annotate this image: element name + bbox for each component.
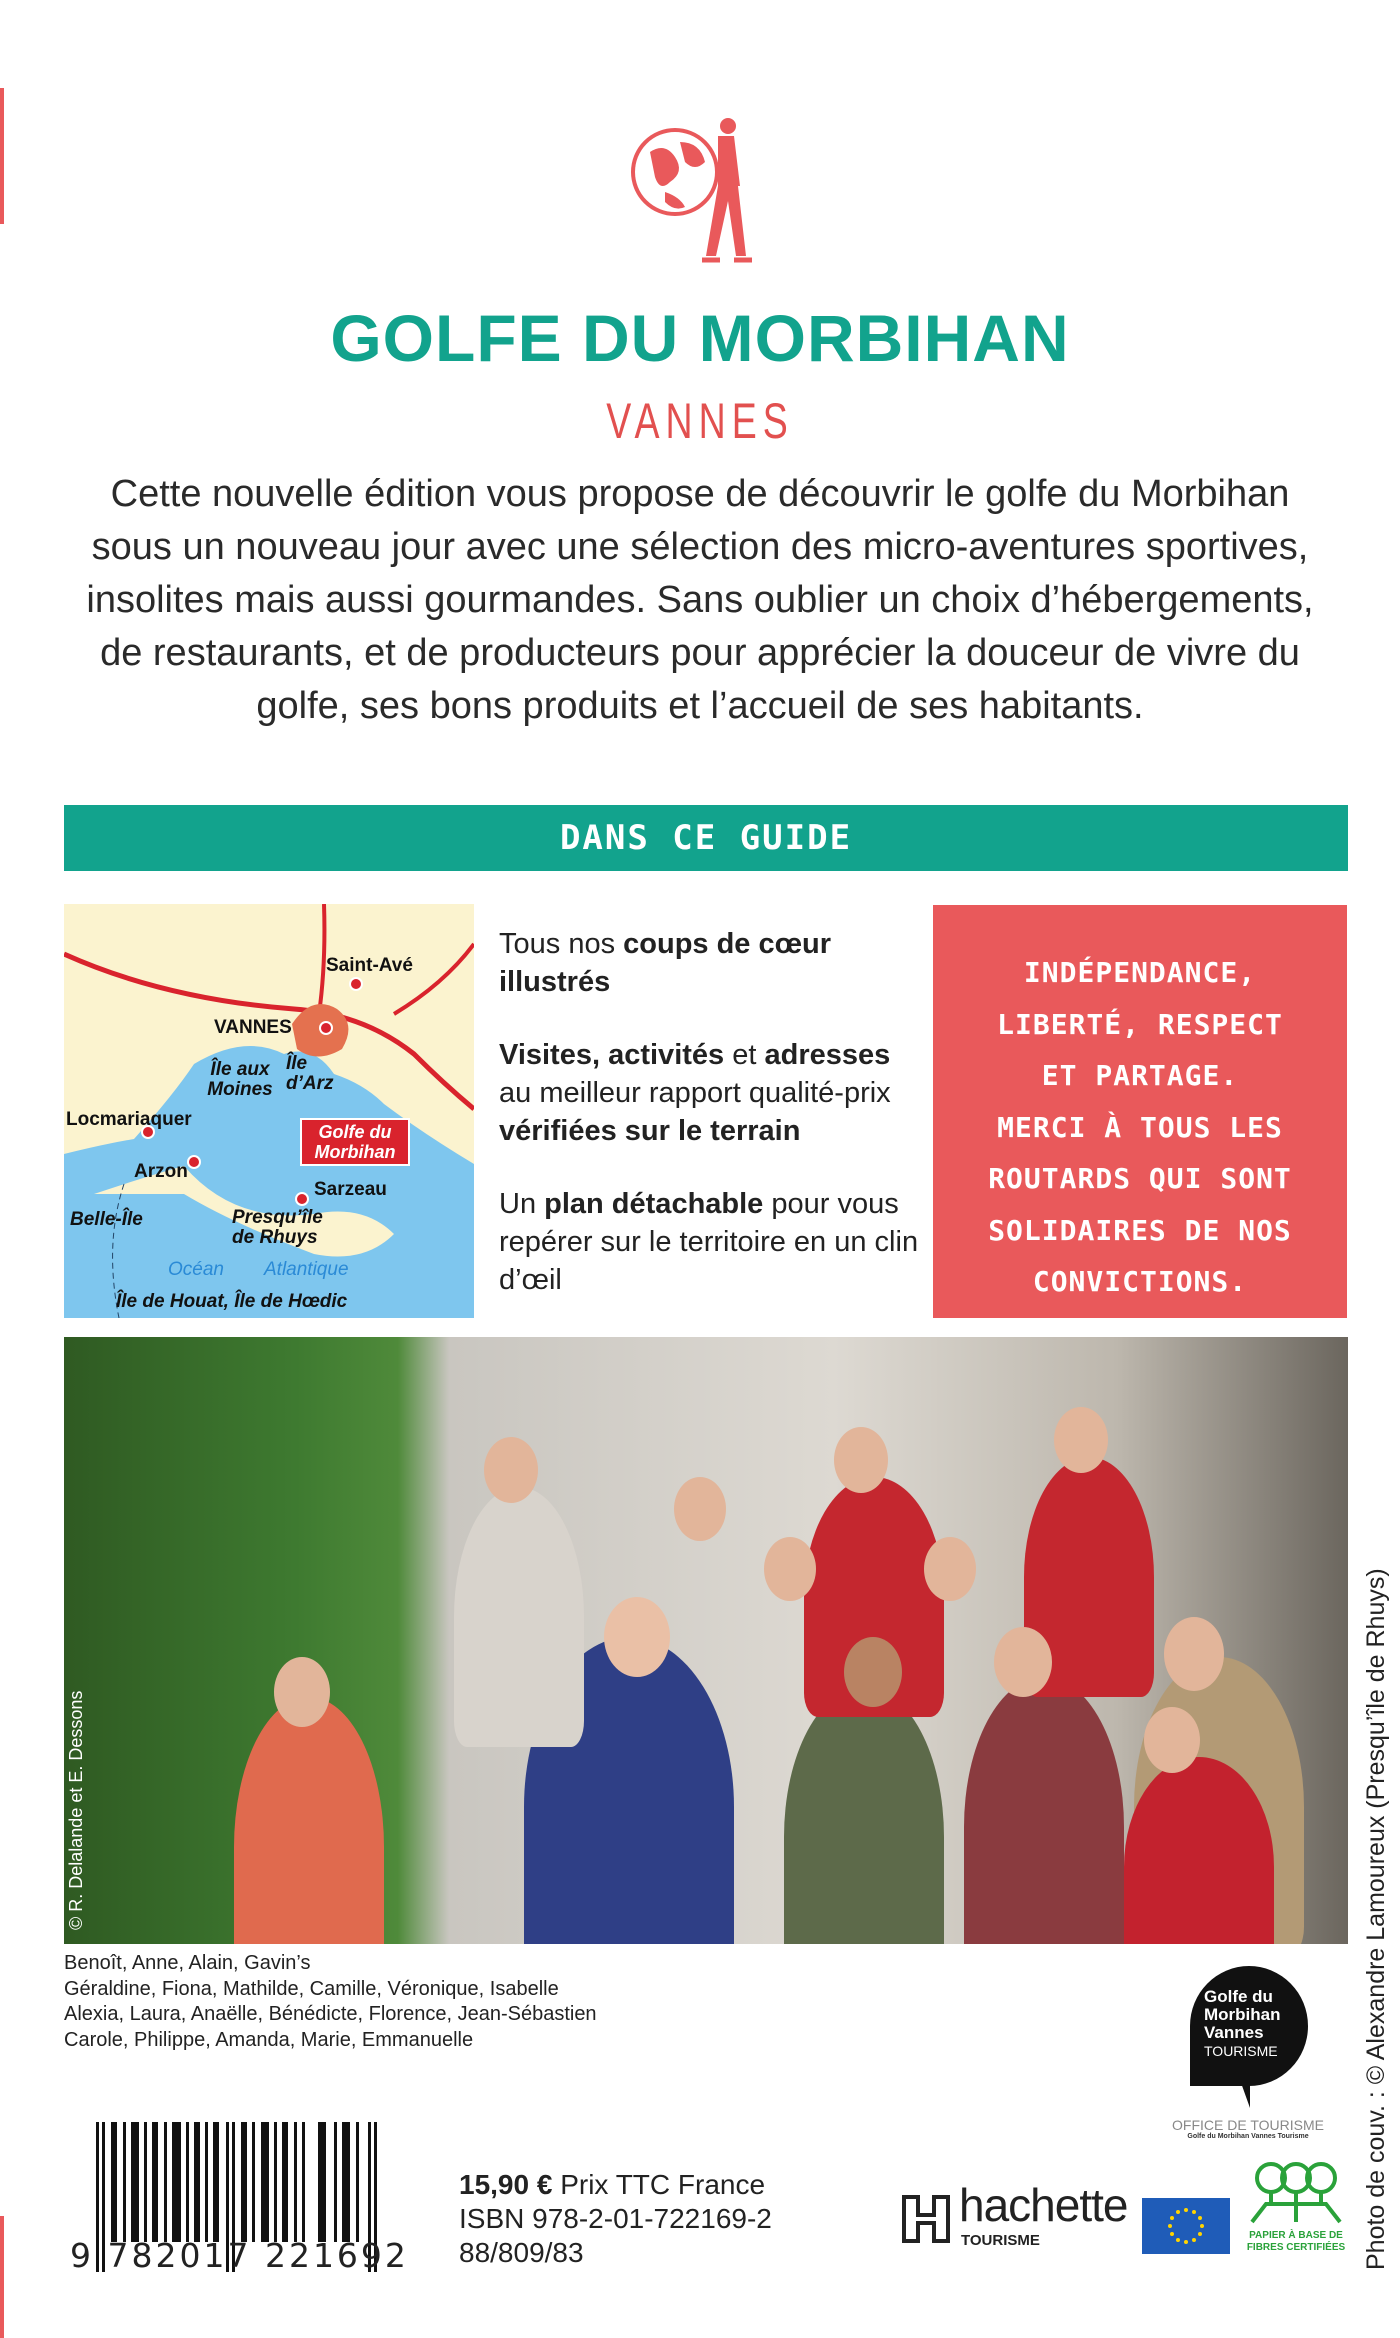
product-code: 88/809/83 bbox=[459, 2237, 584, 2268]
values-line: CONVICTIONS. bbox=[1032, 1265, 1248, 1298]
names-line: Alexia, Laura, Anaëlle, Bénédicte, Florence, Jean-Sébastien bbox=[64, 2003, 597, 2025]
publisher-name: hachette bbox=[959, 2179, 1128, 2231]
feature-item bbox=[499, 1036, 919, 1150]
isbn: ISBN 978-2-01-722169-2 bbox=[459, 2203, 772, 2234]
section-bar: DANS CE GUIDE bbox=[64, 805, 1348, 871]
guide-subtitle: VANNES bbox=[606, 393, 794, 449]
map-label-saint-ave: Saint-Avé bbox=[326, 955, 413, 976]
publisher-sub: TOURISME bbox=[961, 2232, 1040, 2249]
office-subtitle: Golfe du Morbihan Vannes Tourisme bbox=[1187, 2133, 1309, 2140]
feature-text: Tous nos bbox=[499, 928, 624, 960]
logo-text: Golfe du bbox=[1204, 1987, 1273, 2006]
hachette-h-icon bbox=[901, 2194, 951, 2244]
map-label-atlantique: Atlantique bbox=[264, 1259, 349, 1280]
edge-mark bbox=[0, 88, 4, 224]
feature-text: pour vous repérer sur le territoire en un clin d’œil bbox=[499, 1188, 919, 1296]
values-line: SOLIDAIRES DE NOS bbox=[988, 1213, 1292, 1247]
values-line: INDÉPENDANCE, bbox=[1023, 956, 1257, 989]
certified-paper-logo bbox=[1243, 2160, 1349, 2260]
speech-tail-icon bbox=[1240, 2080, 1250, 2108]
features-list bbox=[499, 925, 919, 1334]
feature-highlight: adresses bbox=[764, 1039, 891, 1071]
map-label-vannes: VANNES bbox=[214, 1017, 292, 1038]
map-label-houat: Île de Houat, Île de Hœdic bbox=[116, 1291, 348, 1312]
feature-text: au meilleur rapport qualité-prix bbox=[499, 1077, 891, 1109]
feature-item bbox=[499, 925, 919, 1001]
names-line: Géraldine, Fiona, Mathilde, Camille, Véronique, Isabelle bbox=[64, 1977, 559, 2000]
price-label: Prix TTC France bbox=[552, 2169, 766, 2200]
values-line: ROUTARDS QUI SONT bbox=[988, 1162, 1292, 1195]
office-label bbox=[1168, 2118, 1328, 2141]
region-map bbox=[64, 904, 474, 1318]
logo-text: Vannes bbox=[1204, 2023, 1264, 2042]
feature-highlight: plan détachable bbox=[544, 1188, 764, 1220]
map-label-belle-ile: Belle-Île bbox=[70, 1209, 143, 1230]
price-block bbox=[459, 2168, 772, 2270]
map-label-locmariaquer: Locmariaquer bbox=[66, 1109, 192, 1130]
names-line: Carole, Philippe, Amanda, Marie, Emmanuelle bbox=[64, 2028, 474, 2051]
hachette-logo bbox=[901, 2179, 1131, 2256]
price-amount: 15,90 € bbox=[459, 2169, 553, 2200]
logo-text: Morbihan bbox=[1204, 2005, 1281, 2024]
office-title: OFFICE DE TOURISME bbox=[1172, 2117, 1324, 2133]
guide-title: GOLFE DU MORBIHAN bbox=[330, 301, 1070, 375]
team-names bbox=[64, 1951, 597, 2053]
map-label-arzon: Arzon bbox=[134, 1161, 188, 1182]
values-box bbox=[933, 905, 1347, 1318]
feature-highlight: Visites, activités bbox=[499, 1039, 725, 1071]
intro-paragraph: Cette nouvelle édition vous propose de découvrir le golfe du Morbihan sous un nouveau jour avec une sélection des micro-aventures sportives, insolites mais aussi gourmandes. Sans oublier un choix d’hébergements, de restaurants, et de producteurs pour apprécier la douceur de vivre du golfe, ses bons produits et l’accueil de ses habitants. bbox=[86, 473, 1314, 727]
feature-text: Un bbox=[499, 1188, 545, 1220]
feature-highlight: vérifiées sur le terrain bbox=[499, 1115, 801, 1147]
map-label-ocean: Océan bbox=[168, 1259, 224, 1280]
map-label-golfe: Golfe du Morbihan bbox=[300, 1118, 410, 1166]
routard-logo-icon bbox=[630, 112, 770, 272]
tourism-office-logo bbox=[1190, 1966, 1308, 2086]
values-line: ET PARTAGE. bbox=[1041, 1059, 1239, 1092]
map-label-ile-aux-moines: Île aux Moines bbox=[207, 1059, 273, 1100]
cover-photo-credit: Photo de couv. : © Alexandre Lamoureux (Presqu’île de Rhuys) bbox=[1362, 1568, 1390, 2270]
photo-credit: © R. Delalande et E. Dessons bbox=[66, 1690, 86, 1930]
map-label-ile-arz: Île d’Arz bbox=[286, 1053, 334, 1094]
edge-mark bbox=[0, 2216, 4, 2338]
team-photo bbox=[64, 1337, 1348, 1944]
values-line: LIBERTÉ, RESPECT bbox=[997, 1007, 1283, 1041]
paper-label: PAPIER À BASE DE FIBRES CERTIFIÉES bbox=[1246, 2230, 1346, 2253]
names-line: Benoît, Anne, Alain, Gavin’s bbox=[64, 1952, 311, 1974]
feature-highlight: coups de cœur illustrés bbox=[499, 928, 831, 998]
barcode-number: 9 782017 221692 bbox=[70, 2236, 409, 2275]
logo-text: TOURISME bbox=[1204, 2043, 1278, 2059]
eu-flag-icon bbox=[1142, 2198, 1230, 2254]
values-line: MERCI À TOUS LES bbox=[997, 1110, 1283, 1144]
map-label-sarzeau: Sarzeau bbox=[314, 1179, 387, 1200]
feature-item bbox=[499, 1185, 919, 1299]
map-label-rhuys: Presqu’île de Rhuys bbox=[232, 1207, 323, 1248]
feature-text: et bbox=[724, 1039, 765, 1071]
trees-book-icon bbox=[1246, 2160, 1346, 2226]
